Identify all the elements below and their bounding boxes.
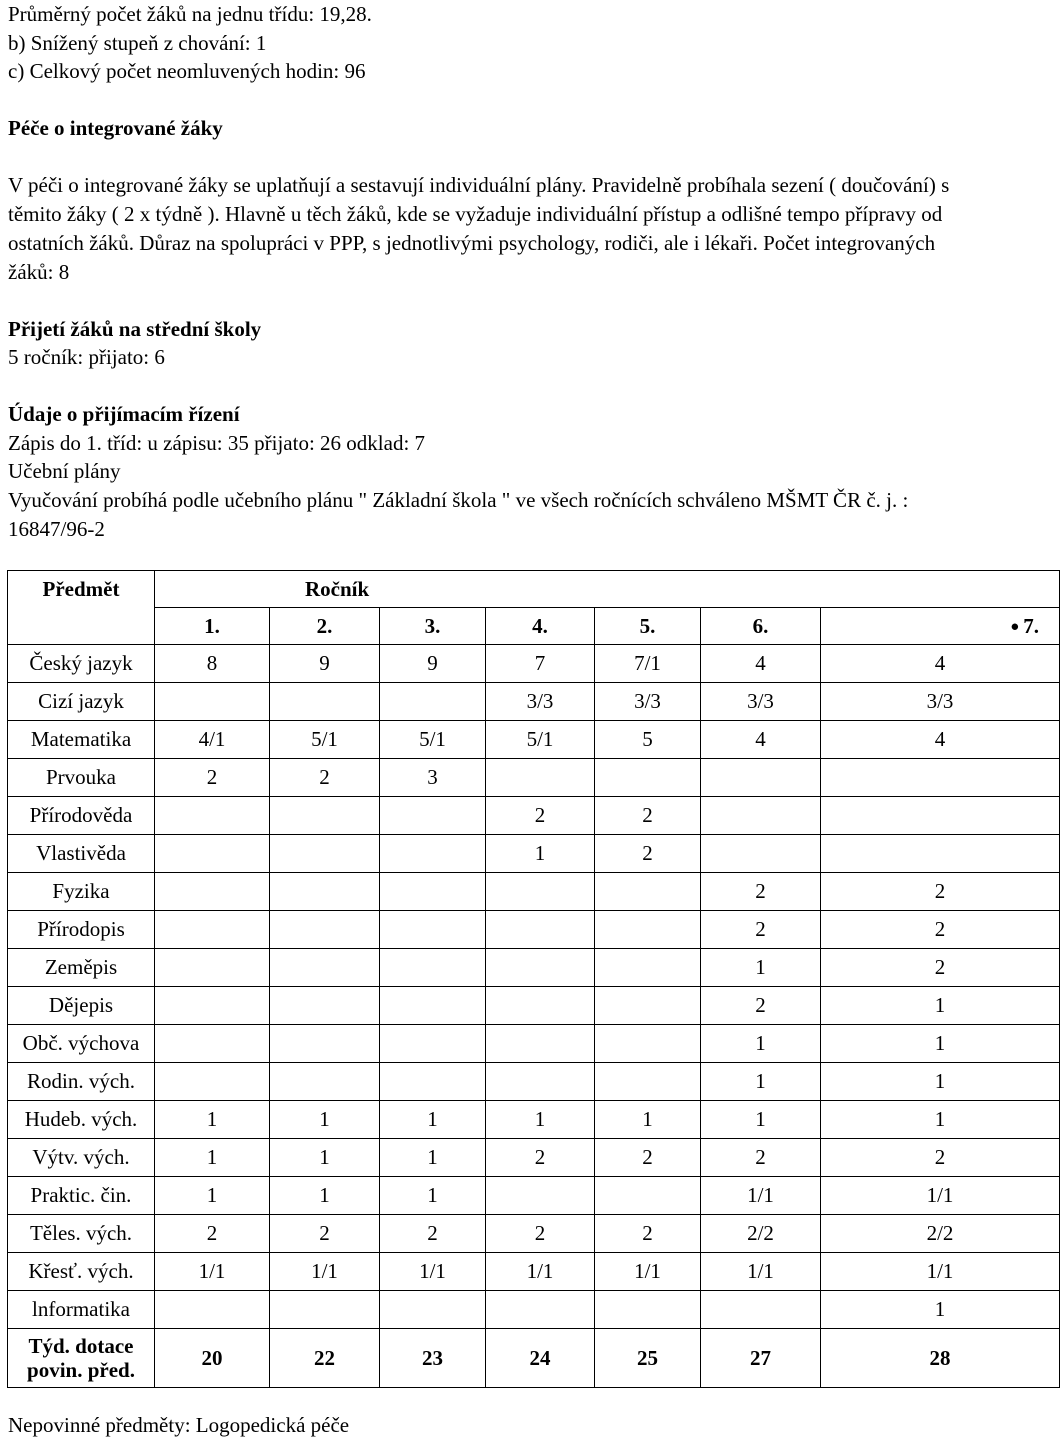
unexcused-hours-line: c) Celkový počet neomluvených hodin: 96: [8, 59, 366, 83]
hours-cell: [270, 1063, 380, 1101]
hours-cell: [380, 683, 486, 721]
hours-cell: [380, 911, 486, 949]
hours-cell: [270, 987, 380, 1025]
table-row: [8, 1215, 1060, 1253]
curriculum-paragraph: Vyučování probíhá podle učebního plánu " Základní škola " ve všech ročnících schváleno MŠMT ČR č. j. : 16847/96-2: [8, 488, 909, 541]
subject-cell: Praktic. čin.: [8, 1177, 155, 1215]
hours-cell: [486, 1291, 595, 1329]
hours-cell: 8: [155, 645, 270, 683]
hours-cell: [155, 1025, 270, 1063]
hours-cell: 1/1: [821, 1253, 1060, 1291]
integrated-heading: Péče o integrované žáky: [8, 116, 223, 140]
hours-cell: 7/1: [595, 645, 701, 683]
hours-cell: 2: [486, 1139, 595, 1177]
hours-cell: 3/3: [821, 683, 1060, 721]
table-row: [8, 911, 1060, 949]
hours-cell: [155, 987, 270, 1025]
total-cell: 24: [486, 1329, 595, 1388]
hours-cell: [270, 873, 380, 911]
behavior-line: b) Snížený stupeň z chování: 1: [8, 31, 267, 55]
subject-cell: Hudeb. vých.: [8, 1101, 155, 1139]
hours-cell: 2: [821, 1139, 1060, 1177]
hours-cell: [821, 759, 1060, 797]
hours-cell: 9: [380, 645, 486, 683]
subject-cell: Obč. výchova: [8, 1025, 155, 1063]
hours-cell: 2: [595, 1139, 701, 1177]
hours-cell: 1: [270, 1101, 380, 1139]
hours-cell: [380, 797, 486, 835]
grade-5: 5.: [595, 608, 701, 645]
hours-cell: 2: [821, 911, 1060, 949]
table-row: [8, 797, 1060, 835]
hours-cell: [595, 759, 701, 797]
hours-cell: [270, 835, 380, 873]
hours-cell: [155, 911, 270, 949]
subject-cell: Rodin. vých.: [8, 1063, 155, 1101]
hours-cell: 1/1: [270, 1253, 380, 1291]
grade-header: Ročník: [155, 571, 1060, 608]
grade-numbers-row: [8, 608, 1060, 645]
hours-cell: 1/1: [821, 1177, 1060, 1215]
hours-cell: 1/1: [701, 1253, 821, 1291]
table-row: [8, 645, 1060, 683]
table-row: [8, 721, 1060, 759]
hours-cell: [595, 1291, 701, 1329]
hours-cell: 1: [701, 1025, 821, 1063]
hours-cell: 2: [821, 873, 1060, 911]
hours-cell: 2: [701, 1139, 821, 1177]
bullet-icon: ●: [1010, 618, 1020, 635]
hours-cell: [270, 949, 380, 987]
hours-cell: 2: [701, 911, 821, 949]
hours-cell: [701, 759, 821, 797]
hours-cell: [380, 987, 486, 1025]
hours-cell: 1/1: [595, 1253, 701, 1291]
hours-cell: [486, 1063, 595, 1101]
hours-cell: [380, 1291, 486, 1329]
curricula-line: Učební plány: [8, 459, 121, 483]
totals-label: [8, 1329, 155, 1388]
total-cell: 23: [380, 1329, 486, 1388]
hours-cell: 1: [270, 1177, 380, 1215]
hours-cell: 4: [701, 721, 821, 759]
hours-cell: [486, 1025, 595, 1063]
hours-cell: [595, 949, 701, 987]
secondary-heading: Přijetí žáků na střední školy: [8, 317, 262, 341]
hours-cell: [155, 835, 270, 873]
hours-cell: [486, 949, 595, 987]
subject-cell: Přírodověda: [8, 797, 155, 835]
hours-cell: [595, 1025, 701, 1063]
hours-cell: [595, 1177, 701, 1215]
total-cell: 22: [270, 1329, 380, 1388]
hours-cell: 1: [701, 949, 821, 987]
hours-cell: 4/1: [155, 721, 270, 759]
hours-cell: 1: [821, 1063, 1060, 1101]
hours-cell: [821, 835, 1060, 873]
hours-cell: 1: [821, 1291, 1060, 1329]
hours-cell: 5/1: [380, 721, 486, 759]
hours-cell: [155, 873, 270, 911]
hours-cell: 2: [595, 1215, 701, 1253]
hours-cell: 2: [486, 1215, 595, 1253]
hours-cell: [380, 1063, 486, 1101]
grade-7: [821, 608, 1060, 645]
hours-cell: 9: [270, 645, 380, 683]
admission-heading: Údaje o přijímacím řízení: [8, 402, 240, 426]
hours-cell: 2: [701, 987, 821, 1025]
hours-cell: 5/1: [486, 721, 595, 759]
subject-cell: Zeměpis: [8, 949, 155, 987]
hours-cell: 1/1: [701, 1177, 821, 1215]
hours-cell: 1/1: [155, 1253, 270, 1291]
hours-cell: 3/3: [595, 683, 701, 721]
hours-cell: [595, 1063, 701, 1101]
secondary-text: 5 ročník: přijato: 6: [8, 345, 165, 369]
hours-cell: 1: [821, 1101, 1060, 1139]
hours-cell: 2/2: [701, 1215, 821, 1253]
hours-cell: 1/1: [380, 1253, 486, 1291]
table-row: [8, 835, 1060, 873]
hours-cell: [486, 873, 595, 911]
hours-cell: 1: [821, 1025, 1060, 1063]
hours-cell: 4: [821, 721, 1060, 759]
table-row: [8, 1139, 1060, 1177]
hours-cell: 3/3: [486, 683, 595, 721]
enrollment-line: Zápis do 1. tříd: u zápisu: 35 přijato: 26 odklad: 7: [8, 431, 426, 455]
hours-cell: 2: [380, 1215, 486, 1253]
hours-cell: [155, 1291, 270, 1329]
hours-cell: [486, 987, 595, 1025]
hours-cell: 5/1: [270, 721, 380, 759]
total-cell: 25: [595, 1329, 701, 1388]
hours-cell: [595, 873, 701, 911]
totals-label-line2: povin. před.: [27, 1358, 135, 1382]
subject-cell: Cizí jazyk: [8, 683, 155, 721]
hours-cell: 1: [380, 1101, 486, 1139]
hours-cell: [595, 911, 701, 949]
hours-cell: [595, 987, 701, 1025]
subject-cell: Dějepis: [8, 987, 155, 1025]
table-row: [8, 987, 1060, 1025]
hours-cell: 2: [595, 797, 701, 835]
hours-cell: 1: [595, 1101, 701, 1139]
table-row: [8, 949, 1060, 987]
table-row: [8, 1101, 1060, 1139]
subject-cell: Vlastivěda: [8, 835, 155, 873]
subject-cell: Matematika: [8, 721, 155, 759]
hours-cell: [155, 949, 270, 987]
totals-row: [8, 1329, 1060, 1388]
total-cell: 28: [821, 1329, 1060, 1388]
hours-cell: 3/3: [701, 683, 821, 721]
table-row: [8, 1063, 1060, 1101]
hours-cell: 2: [155, 759, 270, 797]
totals-label-line1: Týd. dotace: [28, 1334, 134, 1358]
hours-cell: 3: [380, 759, 486, 797]
hours-cell: [270, 683, 380, 721]
grade-2: 2.: [270, 608, 380, 645]
hours-cell: [380, 835, 486, 873]
hours-cell: 2: [270, 759, 380, 797]
hours-cell: 7: [486, 645, 595, 683]
hours-cell: 1: [701, 1101, 821, 1139]
hours-cell: 2: [821, 949, 1060, 987]
hours-cell: 1: [155, 1177, 270, 1215]
grade-6: 6.: [701, 608, 821, 645]
hours-cell: [486, 1177, 595, 1215]
hours-cell: 1: [486, 1101, 595, 1139]
hours-cell: 5: [595, 721, 701, 759]
table-row: [8, 1025, 1060, 1063]
hours-cell: [155, 683, 270, 721]
total-cell: 20: [155, 1329, 270, 1388]
hours-cell: 4: [701, 645, 821, 683]
subject-cell: Křesť. vých.: [8, 1253, 155, 1291]
hours-cell: [380, 873, 486, 911]
hours-cell: [380, 949, 486, 987]
subject-cell: Fyzika: [8, 873, 155, 911]
table-row: [8, 1253, 1060, 1291]
hours-cell: 4: [821, 645, 1060, 683]
table-row: [8, 1291, 1060, 1329]
hours-cell: 1: [155, 1101, 270, 1139]
hours-cell: [701, 835, 821, 873]
hours-cell: 1: [380, 1177, 486, 1215]
hours-cell: [486, 759, 595, 797]
subject-cell: Výtv. vých.: [8, 1139, 155, 1177]
hours-cell: [270, 1025, 380, 1063]
hours-cell: [701, 797, 821, 835]
table-row: [8, 759, 1060, 797]
subject-cell: lnformatika: [8, 1291, 155, 1329]
table-row: [8, 873, 1060, 911]
hours-cell: [701, 1291, 821, 1329]
hours-cell: 2/2: [821, 1215, 1060, 1253]
hours-cell: 2: [595, 835, 701, 873]
hours-cell: 1: [380, 1139, 486, 1177]
subject-cell: Český jazyk: [8, 645, 155, 683]
hours-cell: 2: [486, 797, 595, 835]
hours-cell: [155, 1063, 270, 1101]
subject-header: Předmět: [8, 571, 155, 608]
hours-cell: 2: [701, 873, 821, 911]
hours-cell: [270, 1291, 380, 1329]
grade-1: 1.: [155, 608, 270, 645]
grade-4: 4.: [486, 608, 595, 645]
table-header-row: [8, 571, 1060, 608]
integrated-paragraph: V péči o integrované žáky se uplatňují a sestavují individuální plány. Pravidelně probíhala sezení ( doučování) s těmito žáky ( 2 x týdně ). Hlavně u těch žáků, kde se vyžaduje individuální přístup a odlišné tempo přípravy od ostatních žáků. Důraz na spolupráci v PPP, s jednotlivými psychology, rodiči, ale i lékaři. Počet integrovaných žáků: 8: [8, 173, 950, 284]
hours-cell: 2: [270, 1215, 380, 1253]
subject-cell: Prvouka: [8, 759, 155, 797]
hours-cell: [155, 797, 270, 835]
hours-cell: [380, 1025, 486, 1063]
hours-cell: [270, 797, 380, 835]
blank-cell: [8, 608, 155, 645]
subject-cell: Těles. vých.: [8, 1215, 155, 1253]
table-row: [8, 683, 1060, 721]
hours-cell: 1: [486, 835, 595, 873]
hours-cell: 1: [270, 1139, 380, 1177]
hours-cell: 1: [821, 987, 1060, 1025]
hours-cell: 2: [155, 1215, 270, 1253]
hours-cell: 1: [155, 1139, 270, 1177]
subject-cell: Přírodopis: [8, 911, 155, 949]
grade-7-label: 7.: [1023, 613, 1040, 638]
hours-cell: [486, 911, 595, 949]
curriculum-table: [7, 570, 1060, 1388]
footer-line: Nepovinné předměty: Logopedická péče: [8, 1413, 350, 1437]
grade-3: 3.: [380, 608, 486, 645]
table-row: [8, 1177, 1060, 1215]
hours-cell: [270, 911, 380, 949]
hours-cell: 1/1: [486, 1253, 595, 1291]
avg-pupils-line: Průměrný počet žáků na jednu třídu: 19,28.: [8, 2, 372, 26]
hours-cell: 1: [701, 1063, 821, 1101]
total-cell: 27: [701, 1329, 821, 1388]
hours-cell: [821, 797, 1060, 835]
